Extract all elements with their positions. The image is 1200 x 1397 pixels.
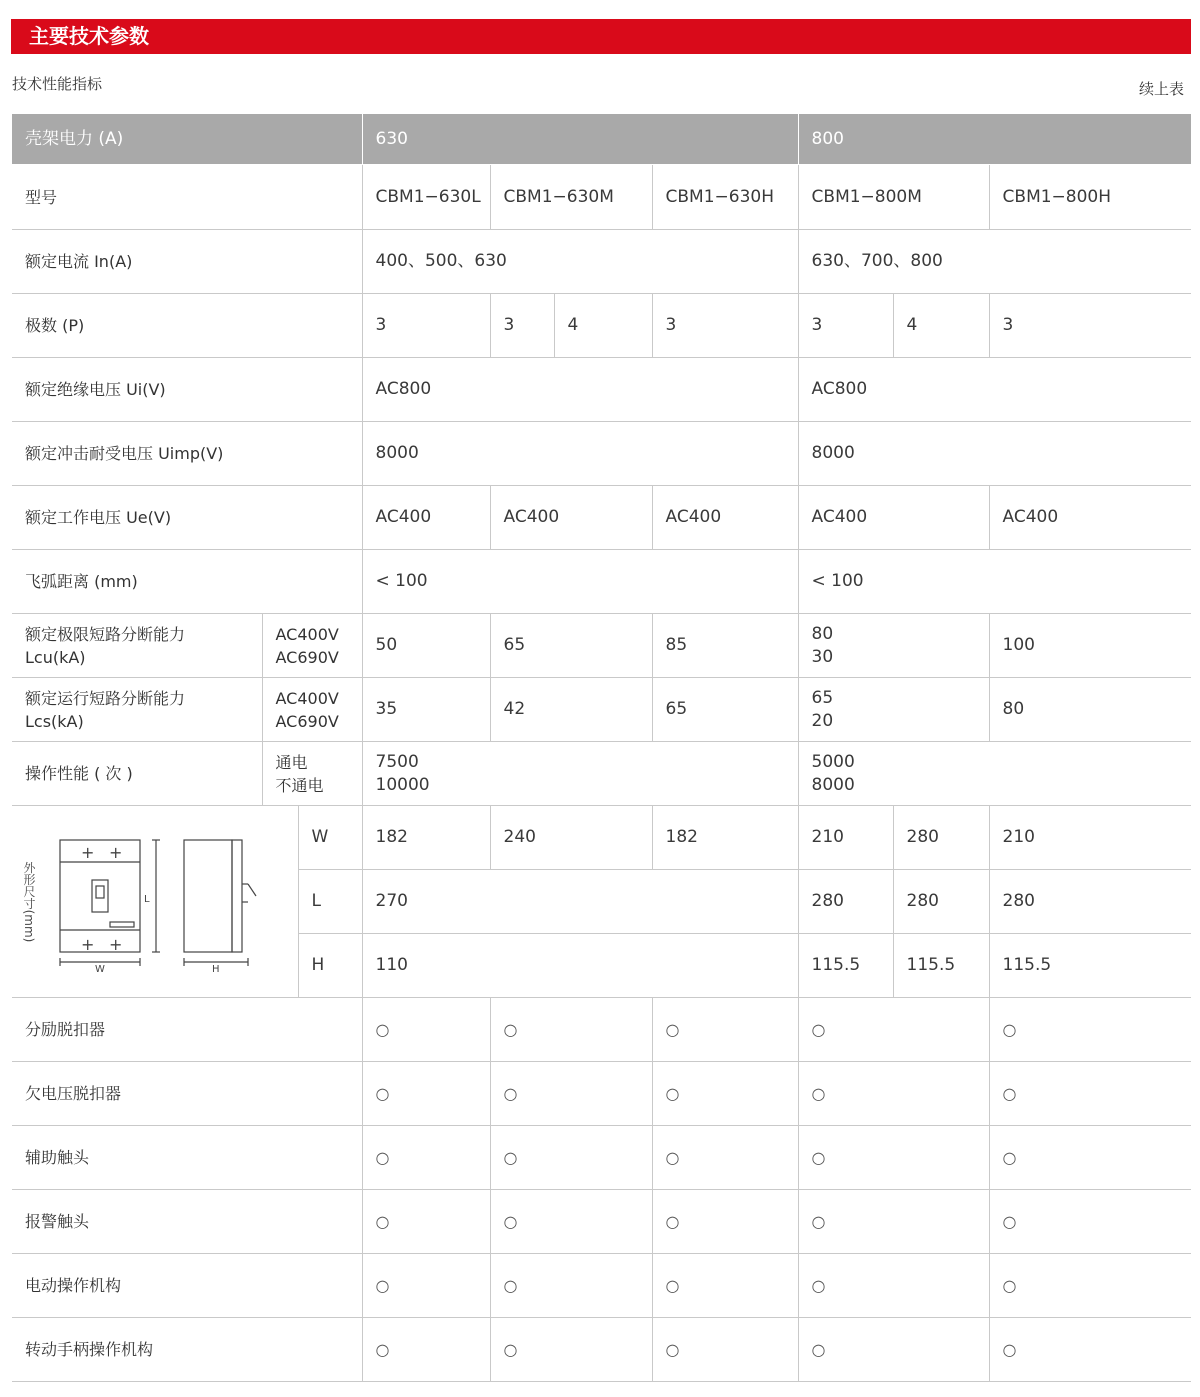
optional-mark: ○ [989, 1126, 1191, 1190]
sub-line: 通电 [275, 752, 308, 772]
svg-text:+: + [109, 843, 123, 862]
header-row [12, 114, 1191, 165]
diagram-l-label: L [144, 894, 150, 905]
optional-mark: ○ [989, 998, 1191, 1062]
optional-mark: ○ [490, 1254, 652, 1318]
optional-mark: ○ [652, 1062, 798, 1126]
table-row [12, 550, 1191, 614]
row-label: 型号 [12, 165, 362, 230]
table-row [12, 422, 1191, 486]
header-frame-800: 800 [798, 114, 1191, 165]
optional-mark: ○ [362, 1254, 490, 1318]
optional-mark: ○ [652, 998, 798, 1062]
table-row [12, 1126, 1191, 1190]
sub-line: 不通电 [275, 775, 324, 795]
voltage-line: AC400V [275, 688, 339, 708]
optional-mark: ○ [490, 998, 652, 1062]
row-label: 操作性能 ( 次 ) [12, 742, 262, 806]
header-label: 壳架电力 (A) [12, 114, 362, 165]
optional-mark: ○ [362, 998, 490, 1062]
optional-mark: ○ [490, 1190, 652, 1254]
value-line: 30 [811, 646, 834, 667]
value-cell: 280 [989, 870, 1191, 934]
value-cell: 50 [362, 614, 490, 678]
optional-mark: ○ [652, 1126, 798, 1190]
value-line: 8000 [811, 774, 855, 795]
dimension-key: L [298, 870, 362, 934]
value-cell: AC800 [798, 358, 1191, 422]
row-label: 分励脱扣器 [12, 998, 362, 1062]
value-cell: 8000 [362, 422, 798, 486]
optional-mark: ○ [362, 1126, 490, 1190]
dimension-key: W [298, 806, 362, 870]
table-row [12, 1318, 1191, 1382]
row-label-line: 额定极限短路分断能力 [25, 624, 186, 644]
optional-mark: ○ [798, 1126, 989, 1190]
table-row [12, 806, 1191, 870]
table-row [12, 1254, 1191, 1318]
row-label: 电动操作机构 [12, 1254, 362, 1318]
optional-mark: ○ [652, 1318, 798, 1382]
model-cell: CBM1−800M [798, 165, 989, 230]
row-label: 极数 (P) [12, 294, 362, 358]
value-cell: 400、500、630 [362, 230, 798, 294]
value-cell: 630、700、800 [798, 230, 1191, 294]
row-label: 额定工作电压 Ue(V) [12, 486, 362, 550]
value-cell [798, 742, 1191, 806]
table-row [12, 358, 1191, 422]
value-cell: 4 [893, 294, 989, 358]
row-label: 飞弧距离 (mm) [12, 550, 362, 614]
optional-mark: ○ [362, 1318, 490, 1382]
value-cell: 3 [362, 294, 490, 358]
section-title: 主要技术参数 [29, 24, 149, 48]
svg-text:+: + [81, 843, 95, 862]
voltage-cell [262, 678, 362, 742]
value-cell: 3 [490, 294, 554, 358]
row-label [12, 614, 262, 678]
operation-sub-cell [262, 742, 362, 806]
value-cell: 65 [490, 614, 652, 678]
dimension-diagram-cell [12, 806, 298, 998]
value-cell: 210 [798, 806, 893, 870]
optional-mark: ○ [989, 1254, 1191, 1318]
table-row [12, 1190, 1191, 1254]
value-cell: 210 [989, 806, 1191, 870]
optional-mark: ○ [490, 1126, 652, 1190]
value-cell: 100 [989, 614, 1191, 678]
value-line: 80 [811, 623, 834, 644]
table-row [12, 165, 1191, 230]
value-cell: 80 [989, 678, 1191, 742]
row-label: 欠电压脱扣器 [12, 1062, 362, 1126]
table-row [12, 998, 1191, 1062]
optional-mark: ○ [798, 1190, 989, 1254]
table-row [12, 742, 1191, 806]
value-cell: AC400 [362, 486, 490, 550]
row-label: 辅助触头 [12, 1126, 362, 1190]
value-cell: 65 [652, 678, 798, 742]
svg-text:+: + [81, 935, 95, 954]
optional-mark: ○ [798, 1062, 989, 1126]
optional-mark: ○ [652, 1254, 798, 1318]
model-cell: CBM1−630H [652, 165, 798, 230]
value-cell: 182 [652, 806, 798, 870]
value-cell [362, 742, 798, 806]
value-cell: < 100 [798, 550, 1191, 614]
value-cell [798, 614, 989, 678]
svg-text:+: + [109, 935, 123, 954]
value-cell: < 100 [362, 550, 798, 614]
value-cell: 35 [362, 678, 490, 742]
row-label-line: 额定运行短路分断能力 [25, 688, 186, 708]
optional-mark: ○ [652, 1190, 798, 1254]
voltage-line: AC690V [275, 647, 339, 667]
table-row [12, 486, 1191, 550]
optional-mark: ○ [798, 1318, 989, 1382]
table-row [12, 1062, 1191, 1126]
dimension-label: 外形尺寸(mm) [22, 861, 36, 942]
value-cell: 110 [362, 934, 798, 998]
voltage-line: AC690V [275, 711, 339, 731]
value-cell: 240 [490, 806, 652, 870]
model-cell: CBM1−630L [362, 165, 490, 230]
table-row [12, 614, 1191, 678]
breaker-outline-diagram [52, 832, 272, 972]
value-cell: 3 [798, 294, 893, 358]
value-cell: 3 [652, 294, 798, 358]
value-cell: 4 [554, 294, 652, 358]
value-line: 5000 [811, 751, 855, 772]
value-cell: 115.5 [798, 934, 893, 998]
value-cell: 8000 [798, 422, 1191, 486]
value-cell: 280 [798, 870, 893, 934]
optional-mark: ○ [362, 1190, 490, 1254]
value-line: 10000 [375, 774, 430, 795]
value-cell: AC400 [652, 486, 798, 550]
model-cell: CBM1−800H [989, 165, 1191, 230]
value-line: 65 [811, 687, 834, 708]
optional-mark: ○ [490, 1062, 652, 1126]
value-cell: AC800 [362, 358, 798, 422]
optional-mark: ○ [798, 1254, 989, 1318]
value-cell: AC400 [490, 486, 652, 550]
value-cell: 280 [893, 870, 989, 934]
section-banner [11, 19, 1191, 54]
table-row [12, 230, 1191, 294]
optional-mark: ○ [989, 1318, 1191, 1382]
row-label [12, 678, 262, 742]
value-cell [798, 678, 989, 742]
table-subtitle: 技术性能指标 [12, 75, 103, 93]
value-line: 7500 [375, 751, 419, 772]
value-cell: 182 [362, 806, 490, 870]
value-cell: 115.5 [893, 934, 989, 998]
value-line: 20 [811, 710, 834, 731]
spec-table [12, 113, 1191, 1382]
row-label: 额定电流 In(A) [12, 230, 362, 294]
header-frame-630: 630 [362, 114, 798, 165]
diagram-w-label: W [95, 964, 105, 972]
value-cell: AC400 [798, 486, 989, 550]
voltage-cell [262, 614, 362, 678]
optional-mark: ○ [989, 1062, 1191, 1126]
row-label: 额定绝缘电压 Ui(V) [12, 358, 362, 422]
row-label-line: Lcs(kA) [25, 711, 84, 731]
dimension-key: H [298, 934, 362, 998]
diagram-h-label: H [212, 964, 220, 972]
value-cell: 3 [989, 294, 1191, 358]
value-cell: 280 [893, 806, 989, 870]
table-row [12, 294, 1191, 358]
row-label: 报警触头 [12, 1190, 362, 1254]
model-cell: CBM1−630M [490, 165, 652, 230]
row-label-line: Lcu(kA) [25, 647, 86, 667]
optional-mark: ○ [989, 1190, 1191, 1254]
optional-mark: ○ [490, 1318, 652, 1382]
value-cell: 115.5 [989, 934, 1191, 998]
value-cell: 42 [490, 678, 652, 742]
value-cell: 85 [652, 614, 798, 678]
row-label: 额定冲击耐受电压 Uimp(V) [12, 422, 362, 486]
value-cell: AC400 [989, 486, 1191, 550]
voltage-line: AC400V [275, 624, 339, 644]
optional-mark: ○ [798, 998, 989, 1062]
table-row [12, 678, 1191, 742]
continued-note: 续上表 [1138, 80, 1184, 98]
optional-mark: ○ [362, 1062, 490, 1126]
row-label: 转动手柄操作机构 [12, 1318, 362, 1382]
value-cell: 270 [362, 870, 798, 934]
